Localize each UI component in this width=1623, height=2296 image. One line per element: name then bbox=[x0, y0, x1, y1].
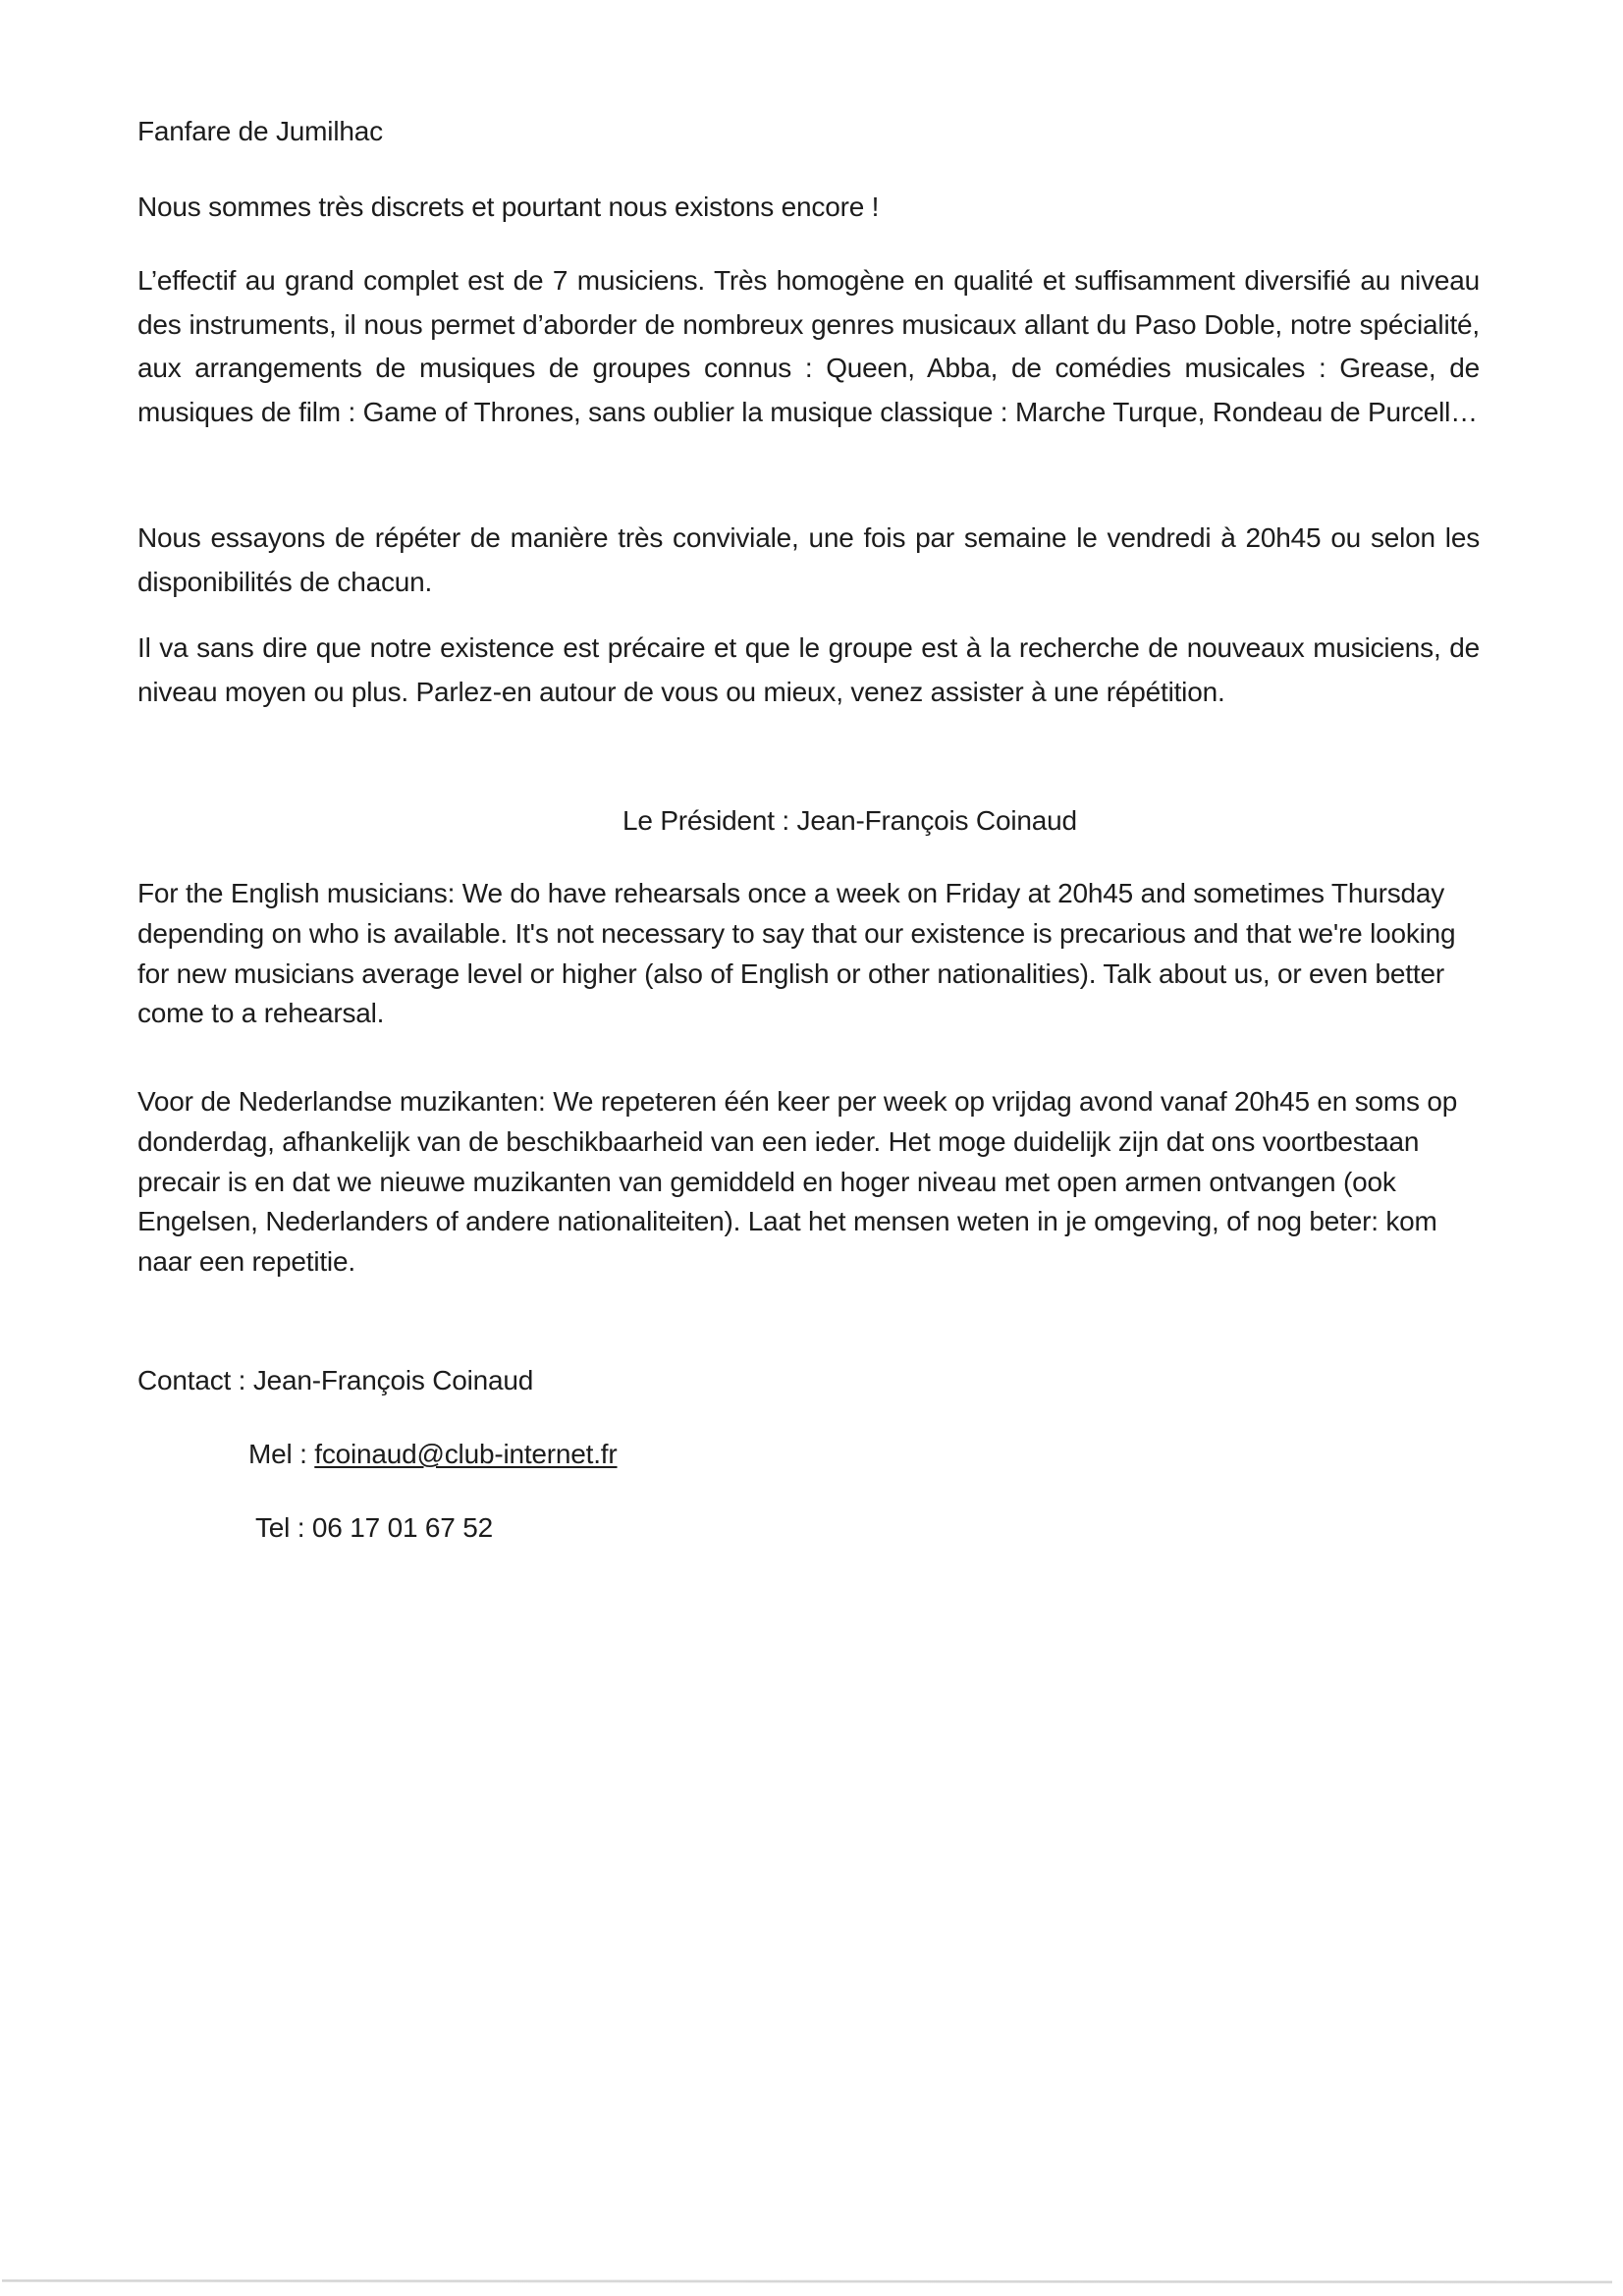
paragraph-repetitions: Nous essayons de répéter de manière très conviviale, une fois par semaine le vendredi à 20h45 ou selon les disponibilités de chacun. bbox=[137, 522, 1480, 597]
tagline: Nous sommes très discrets et pourtant nous existons encore ! bbox=[137, 191, 880, 222]
paragraph-effectif: L’effectif au grand complet est de 7 musiciens. Très homogène en qualité et suffisamment diversifié au niveau des instruments, il nous permet d’aborder de nombreux genres musicaux allant du Paso Doble, notre spécialité, aux arrangements de musiques de groupes connus : Queen, Abba, de comédies musicales : Grease, de musiques de film : Game of Thrones, sans oublier la musique classique : Marche Turque, Rondeau de Purcell… bbox=[137, 265, 1480, 428]
paragraph-english: For the English musicians: We do have rehearsals once a week on Friday at 20h45 and sometimes Thursday depending on who is available. It's not necessary to say that our existence is precarious and that we're looking for new musicians average level or higher (also of English or other nationalities). Talk about us, or even better come to a rehearsal. bbox=[137, 878, 1456, 1029]
email-link[interactable]: fcoinaud@club-internet.fr bbox=[314, 1439, 618, 1469]
contact-name: Contact : Jean-François Coinaud bbox=[137, 1365, 534, 1395]
scan-edge-line bbox=[2, 2279, 1612, 2283]
paragraph-dutch: Voor de Nederlandse muzikanten: We repeteren één keer per week op vrijdag avond vanaf 20h45 en soms op donderdag, afhankelijk van de beschikbaarheid van een ieder. Het moge duidelijk zijn dat ons voortbestaan precair is en dat we nieuwe muzikanten van gemiddeld en hoger niveau met open armen ontvangen (ook Engelsen, Nederlanders of andere nationaliteiten). Laat het mensen weten in je omgeving, of nog beter: kom naar een repetitie. bbox=[137, 1086, 1458, 1278]
paragraph-existence: Il va sans dire que notre existence est précaire et que le groupe est à la recherche de nouveaux musiciens, de niveau moyen ou plus. Parlez-en autour de vous ou mieux, venez assister à une répétition. bbox=[137, 632, 1480, 707]
president-signature: Le Président : Jean-François Coinaud bbox=[622, 805, 1077, 836]
document-title: Fanfare de Jumilhac bbox=[137, 116, 383, 146]
contact-email-line bbox=[248, 1433, 618, 1476]
email-label: Mel : bbox=[248, 1439, 315, 1469]
contact-phone: Tel : 06 17 01 67 52 bbox=[255, 1512, 493, 1543]
